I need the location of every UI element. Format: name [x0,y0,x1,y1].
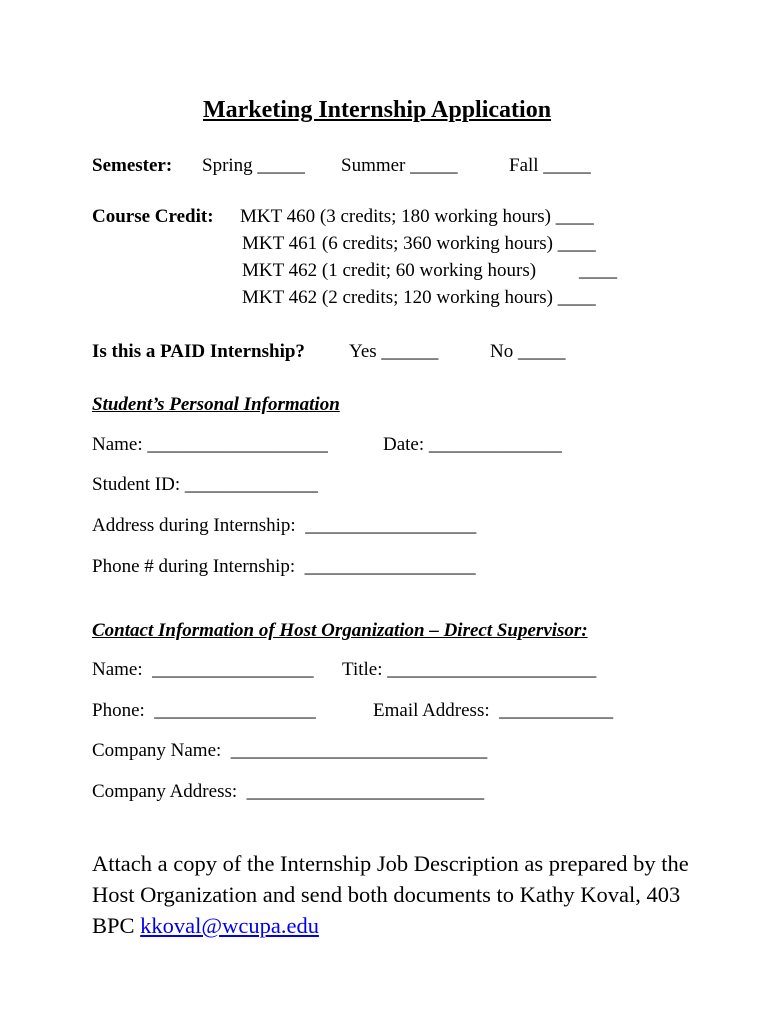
semester-label: Semester: [92,155,173,176]
student-phone-field[interactable]: Phone # during Internship: __________________ [92,556,476,577]
company-name-field[interactable]: Company Name: ___________________________ [92,740,488,761]
semester-spring-field[interactable]: Spring _____ [202,155,305,176]
attachment-instructions [92,848,712,941]
supervisor-email-field[interactable]: Email Address: ____________ [373,700,614,721]
company-address-field[interactable]: Company Address: _________________________ [92,781,485,802]
attachment-instructions-text: Attach a copy of the Internship Job Description as prepared by the Host Organization and send both documents to Kathy Koval, 403 BPC [92,851,689,938]
host-info-heading: Contact Information of Host Organization – Direct Supervisor: [92,620,588,641]
paid-yes-field[interactable]: Yes ______ [349,341,439,362]
supervisor-phone-field[interactable]: Phone: _________________ [92,700,316,721]
contact-email-link[interactable]: kkoval@wcupa.edu [140,913,319,938]
student-id-field[interactable]: Student ID: ______________ [92,474,318,495]
course-credit-option-mkt460[interactable]: MKT 460 (3 credits; 180 working hours) ____ [240,206,594,227]
student-name-field[interactable]: Name: ___________________ [92,434,328,455]
student-date-field[interactable]: Date: ______________ [383,434,562,455]
course-credit-option-mkt462-1-blank[interactable]: ____ [579,260,617,281]
paid-no-field[interactable]: No _____ [490,341,566,362]
course-credit-option-mkt461[interactable]: MKT 461 (6 credits; 360 working hours) ____ [242,233,596,254]
student-info-heading: Student’s Personal Information [92,394,340,415]
page-title: Marketing Internship Application [203,97,552,123]
semester-summer-field[interactable]: Summer _____ [341,155,458,176]
supervisor-name-field[interactable]: Name: _________________ [92,659,314,680]
semester-fall-field[interactable]: Fall _____ [509,155,591,176]
paid-internship-label: Is this a PAID Internship? [92,341,305,362]
course-credit-label: Course Credit: [92,206,214,227]
student-address-field[interactable]: Address during Internship: __________________ [92,515,477,536]
course-credit-option-mkt462-2[interactable]: MKT 462 (2 credits; 120 working hours) ____ [242,287,596,308]
course-credit-option-mkt462-1[interactable]: MKT 462 (1 credit; 60 working hours) [242,260,537,281]
supervisor-title-field[interactable]: Title: ______________________ [342,659,597,680]
